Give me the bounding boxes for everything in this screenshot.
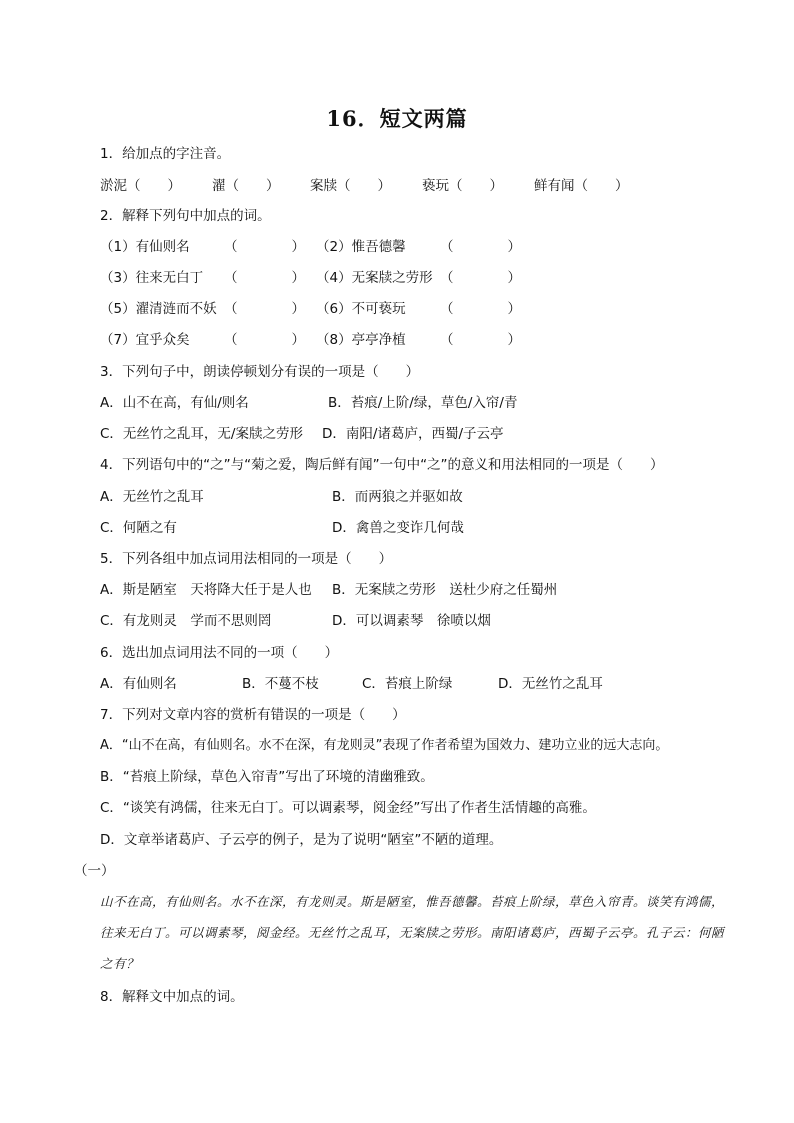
question-3-prompt: 3．下列句子中，朗读停顿划分有误的一项是（ ） [100, 364, 420, 380]
page-title: 16．短文两篇 [326, 106, 468, 131]
question-6-prompt: 6．选出加点词用法不同的一项（ ） [100, 645, 339, 661]
q6-option-c: C．苔痕上阶绿 [362, 676, 453, 692]
q1-item: 亵玩（ ） [422, 178, 503, 194]
q2-term: （5）濯清涟而不妖 [100, 301, 217, 317]
q2-blank: （ ） [224, 270, 305, 286]
q2-term: （3）往来无白丁 [100, 270, 204, 286]
q2-term: （4）无案牍之劳形 [316, 270, 433, 286]
q5-option-d: D．可以调素琴 徐喷以烟 [332, 613, 491, 629]
question-7-prompt: 7．下列对文章内容的赏析有错误的一项是（ ） [100, 707, 406, 723]
question-8-prompt: 8．解释文中加点的词。 [100, 989, 244, 1005]
q2-blank: （ ） [224, 239, 305, 255]
q1-item: 案牍（ ） [310, 178, 391, 194]
passage-text: 山不在高，有仙则名。水不在深，有龙则灵。斯是陋室，惟吾德馨。苔痕上阶绿，草色入帘青。谈笑有鸿儒，往来无白丁。可以调素琴，阅金经。无丝竹之乱耳，无案牍之劳形。南阳诸葛庐，西蜀子云亭。孔子云：何陋之有？ [100, 894, 725, 971]
q2-blank: （ ） [224, 301, 305, 317]
q3-option-b: B．苔痕/上阶/绿，草色/入帘/青 [328, 395, 518, 411]
q4-option-a: A．无丝竹之乱耳 [100, 489, 204, 505]
q2-blank: （ ） [224, 332, 305, 348]
q1-item: 淤泥（ ） [100, 178, 181, 194]
q6-option-b: B．不蔓不枝 [242, 676, 319, 692]
q7-option-c: C．“谈笑有鸿儒，往来无白丁。可以调素琴，阅金经”写出了作者生活情趣的高雅。 [100, 800, 596, 816]
q4-option-b: B．而两狼之并驱如故 [332, 489, 463, 505]
q2-term: （2）惟吾德馨 [316, 239, 406, 255]
q2-blank: （ ） [440, 270, 521, 286]
q4-option-d: D．禽兽之变诈几何哉 [332, 520, 464, 536]
q7-option-b: B．“苔痕上阶绿，草色入帘青”写出了环境的清幽雅致。 [100, 769, 434, 785]
q5-option-b: B．无案牍之劳形 送杜少府之任蜀州 [332, 582, 558, 598]
q3-option-d: D．南阳/诸葛庐，西蜀/子云亭 [322, 426, 504, 442]
question-2-prompt: 2．解释下列句中加点的词。 [100, 208, 271, 224]
q5-option-c: C．有龙则灵 学而不思则罔 [100, 613, 272, 629]
q3-option-a: A．山不在高，有仙/则名 [100, 395, 249, 411]
q2-blank: （ ） [440, 301, 521, 317]
q6-option-d: D．无丝竹之乱耳 [498, 676, 603, 692]
q2-term: （8）亭亭净植 [316, 332, 406, 348]
q3-option-c: C．无丝竹之乱耳，无/案牍之劳形 [100, 426, 303, 442]
q2-blank: （ ） [440, 332, 521, 348]
q7-option-a: A．“山不在高，有仙则名。水不在深，有龙则灵”表现了作者希望为国效力、建功立业的远大志向。 [100, 738, 669, 753]
question-1-prompt: 1．给加点的字注音。 [100, 146, 231, 162]
q2-term: （1）有仙则名 [100, 239, 190, 255]
q2-blank: （ ） [440, 239, 521, 255]
q6-option-a: A．有仙则名 [100, 676, 177, 692]
question-5-prompt: 5．下列各组中加点词用法相同的一项是（ ） [100, 551, 393, 567]
q2-term: （7）宜乎众矣 [100, 332, 190, 348]
question-4-prompt: 4．下列语句中的“之”与“菊之爱，陶后鲜有闻”一句中“之”的意义和用法相同的一项是（ ） [100, 457, 664, 473]
q4-option-c: C．何陋之有 [100, 520, 177, 536]
q5-option-a: A．斯是陋室 天将降大任于是人也 [100, 582, 312, 598]
q1-item: 濯（ ） [212, 178, 280, 194]
q1-item: 鲜有闻（ ） [534, 178, 629, 194]
section-label: （一） [74, 863, 115, 879]
q7-option-d: D．文章举诸葛庐、子云亭的例子，是为了说明“陋室”不陋的道理。 [100, 832, 503, 848]
q2-term: （6）不可亵玩 [316, 301, 406, 317]
